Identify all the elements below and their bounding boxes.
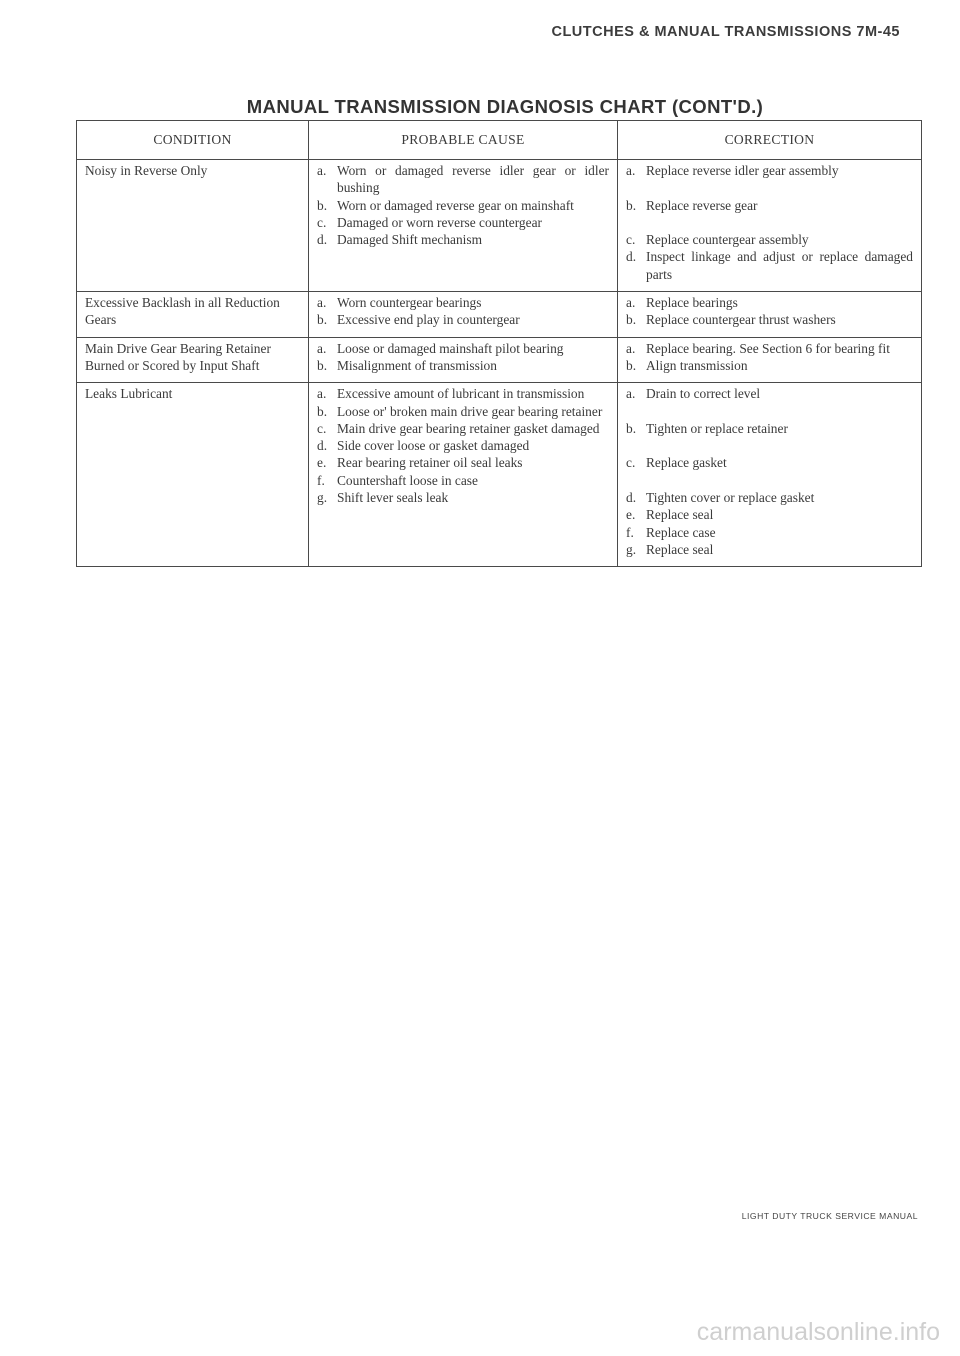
correction-text: Replace bearings [646,295,738,311]
item-marker: a. [317,295,327,311]
correction-text: Align transmission [646,357,748,373]
correction-cell [618,337,922,383]
item-marker: c. [626,455,636,471]
correction-text: Tighten cover or replace gasket [646,490,815,506]
item-marker: b. [626,197,637,213]
correction-item [626,524,913,541]
cause-text: Damaged or worn reverse countergear [337,214,542,230]
item-marker: f. [317,472,325,488]
item-marker: b. [626,420,637,436]
item-marker: a. [626,163,636,178]
column-header-probable-cause: PROBABLE CAUSE [309,121,618,160]
correction-cell [618,292,922,338]
cause-text: Loose or damaged mainshaft pilot bearing [337,340,564,356]
correction-item [626,541,913,558]
correction-text: Replace bearing. See Section 6 for bearing fit [646,340,890,356]
item-marker: b. [317,403,328,419]
cause-text: Damaged Shift mechanism [337,232,483,248]
correction-item [626,197,913,232]
item-marker: a. [317,386,327,402]
condition-cell: Noisy in Reverse Only [77,160,309,292]
correction-item [626,454,913,489]
cause-text: Excessive amount of lubricant in transmission [337,386,585,402]
item-marker: c. [317,214,327,230]
probable-cause-cell [309,160,618,292]
item-marker: c. [626,232,636,248]
cause-text: Misalignment of transmission [337,357,497,373]
column-header-correction: CORRECTION [618,121,922,160]
cause-text: Countershaft loose in case [337,472,478,488]
correction-text: Replace seal [646,507,714,523]
cause-item [317,489,609,506]
correction-cell [618,160,922,292]
correction-item [626,489,913,506]
cause-item [317,472,609,489]
item-marker: c. [317,420,327,436]
condition-cell: Main Drive Gear Bearing Retainer Burned or Scored by Input Shaft [77,337,309,383]
cause-item [317,214,609,231]
correction-item [626,420,913,455]
probable-cause-cell [309,337,618,383]
item-marker: b. [626,357,637,373]
item-marker: g. [626,541,637,557]
probable-cause-cell [309,292,618,338]
cause-item [317,403,609,420]
table-row [77,383,922,567]
site-watermark: carmanualsonline.info [696,1318,940,1346]
cause-item [317,197,609,214]
correction-text: Inspect linkage and adjust or replace damaged parts [646,249,913,282]
cause-text: Main drive gear bearing retainer gasket damaged [337,420,600,436]
table-row [77,337,922,383]
item-marker: d. [317,232,328,248]
correction-text: Tighten or replace retainer [646,420,788,436]
cause-item [317,311,609,328]
condition-cell: Leaks Lubricant [77,383,309,567]
item-marker: g. [317,490,328,506]
item-marker: e. [317,455,327,471]
item-marker: b. [626,312,637,328]
correction-item [626,340,913,357]
correction-text: Replace gasket [646,455,727,471]
cause-item [317,162,609,197]
correction-item [626,506,913,523]
correction-item [626,294,913,311]
table-row [77,160,922,292]
item-marker: d. [626,490,637,506]
column-header-condition: CONDITION [77,121,309,160]
correction-item [626,248,913,283]
item-marker: f. [626,524,634,540]
cause-text: Worn or damaged reverse gear on mainshaft [337,197,574,213]
table-row [77,292,922,338]
item-marker: b. [317,197,328,213]
cause-item [317,454,609,471]
page-title: MANUAL TRANSMISSION DIAGNOSIS CHART (CONT'D.) [246,96,764,117]
cause-text: Rear bearing retainer oil seal leaks [337,455,523,471]
item-marker: a. [626,295,636,311]
item-marker: a. [317,163,327,178]
cause-text: Worn countergear bearings [337,295,482,311]
cause-item [317,385,609,402]
item-marker: a. [626,386,636,402]
cause-text: Side cover loose or gasket damaged [337,438,530,454]
item-marker: a. [626,340,636,356]
correction-cell [618,383,922,567]
cause-item [317,437,609,454]
cause-item [317,294,609,311]
item-marker: d. [626,249,637,265]
correction-item [626,385,913,420]
cause-item [317,340,609,357]
cause-text: Excessive end play in countergear [337,312,520,328]
correction-item [626,162,913,197]
item-marker: a. [317,340,327,356]
cause-item [317,420,609,437]
probable-cause-cell [309,383,618,567]
item-marker: e. [626,507,636,523]
correction-text: Replace countergear thrust washers [646,312,836,328]
correction-item [626,357,913,374]
correction-text: Drain to correct level [646,386,761,402]
correction-text: Replace reverse gear [646,197,758,213]
correction-item [626,231,913,248]
item-marker: b. [317,357,328,373]
table-header-row [77,121,922,160]
condition-cell: Excessive Backlash in all Reduction Gears [77,292,309,338]
correction-text: Replace seal [646,541,714,557]
correction-text: Replace reverse idler gear assembly [646,163,839,178]
item-marker: d. [317,438,328,454]
footer-manual-name: LIGHT DUTY TRUCK SERVICE MANUAL [741,1211,918,1221]
cause-item [317,231,609,248]
correction-text: Replace case [646,524,716,540]
cause-text: Loose or' broken main drive gear bearing retainer [337,403,603,419]
cause-text: Shift lever seals leak [337,490,449,506]
cause-item [317,357,609,374]
correction-text: Replace countergear assembly [646,232,809,248]
diagnosis-table [76,120,922,567]
correction-item [626,311,913,328]
item-marker: b. [317,312,328,328]
cause-text: Worn or damaged reverse idler gear or idler bushing [337,163,609,196]
running-head: CLUTCHES & MANUAL TRANSMISSIONS 7M-45 [551,24,900,40]
